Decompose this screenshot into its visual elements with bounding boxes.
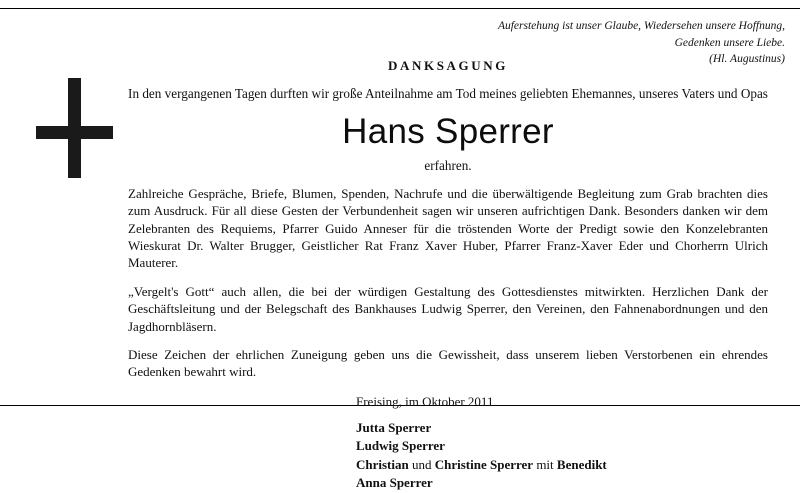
epigraph-source: (Hl. Augustinus): [709, 53, 785, 66]
survivor-with-word: mit: [536, 456, 554, 472]
thanks-paragraph-3: Diese Zeichen der ehrlichen Zuneigung geben uns die Gewissheit, dass unserem lieben Verstorbenen ein ehrendes Gedenken bewahrt wird.: [128, 347, 768, 380]
deceased-name: Hans Sperrer: [342, 111, 554, 151]
divider-top: [0, 8, 800, 9]
cross-horizontal-bar: [36, 126, 113, 139]
survivors-list: [128, 419, 768, 493]
survivor-name-christine: Christine Sperrer: [434, 456, 534, 472]
thanks-paragraph-1: Zahlreiche Gespräche, Briefe, Blumen, Spenden, Nachrufe und die überwältigende Begleitung zum Grab brachten dies zum Ausdruck. Für all diese Gesten der Verbundenheit sagen wir unseren aufrichtigen Dank. Besonders danken wir dem Zelebranten des Requiems, Pfarrer Guido Anneser für die tröstenden Worte der Predigt sowie den Konzelebranten Wieskurat Dr. Walter Brugger, Geistlicher Rat Franz Xaver Huber, Pfarrer Franz-Xaver Eder und Chorherrn Ulrich Mauterer.: [128, 185, 768, 271]
survivor-line-4: Anna Sperrer: [356, 475, 433, 491]
page-title: DANKSAGUNG: [388, 58, 508, 73]
survivor-line-2: Ludwig Sperrer: [356, 438, 445, 454]
place-and-date: Freising, im Oktober 2011: [356, 393, 494, 409]
epigraph-line-1: Auferstehung ist unser Glaube, Wiedersehen unsere Hoffnung,: [497, 20, 785, 32]
intro-continuation: erfahren.: [424, 157, 472, 173]
survivor-name-christian: Christian: [356, 456, 409, 472]
survivor-line-1: Jutta Sperrer: [356, 419, 432, 435]
survivor-conjunction: und: [411, 456, 432, 472]
notice-content: [128, 58, 768, 493]
thanks-paragraph-2: „Vergelt's Gott“ auch allen, die bei der würdigen Gestaltung des Gottesdienstes mitwirkten. Herzlichen Dank der Geschäftsleitung und der Belegschaft des Bankhauses Ludwig Sperrer, den Vereinen, den Fahnenabordnungen und den Jagdhornbläsern.: [128, 283, 768, 334]
survivor-name-benedikt: Benedikt: [556, 456, 607, 472]
epigraph-line-2: Gedenken unsere Liebe.: [674, 36, 785, 49]
christian-cross-icon: [28, 78, 118, 178]
survivor-line-3: [356, 456, 768, 474]
intro-text: In den vergangenen Tagen durften wir große Anteilnahme am Tod meines geliebten Ehemannes, unseres Vaters und Opas: [128, 86, 768, 101]
